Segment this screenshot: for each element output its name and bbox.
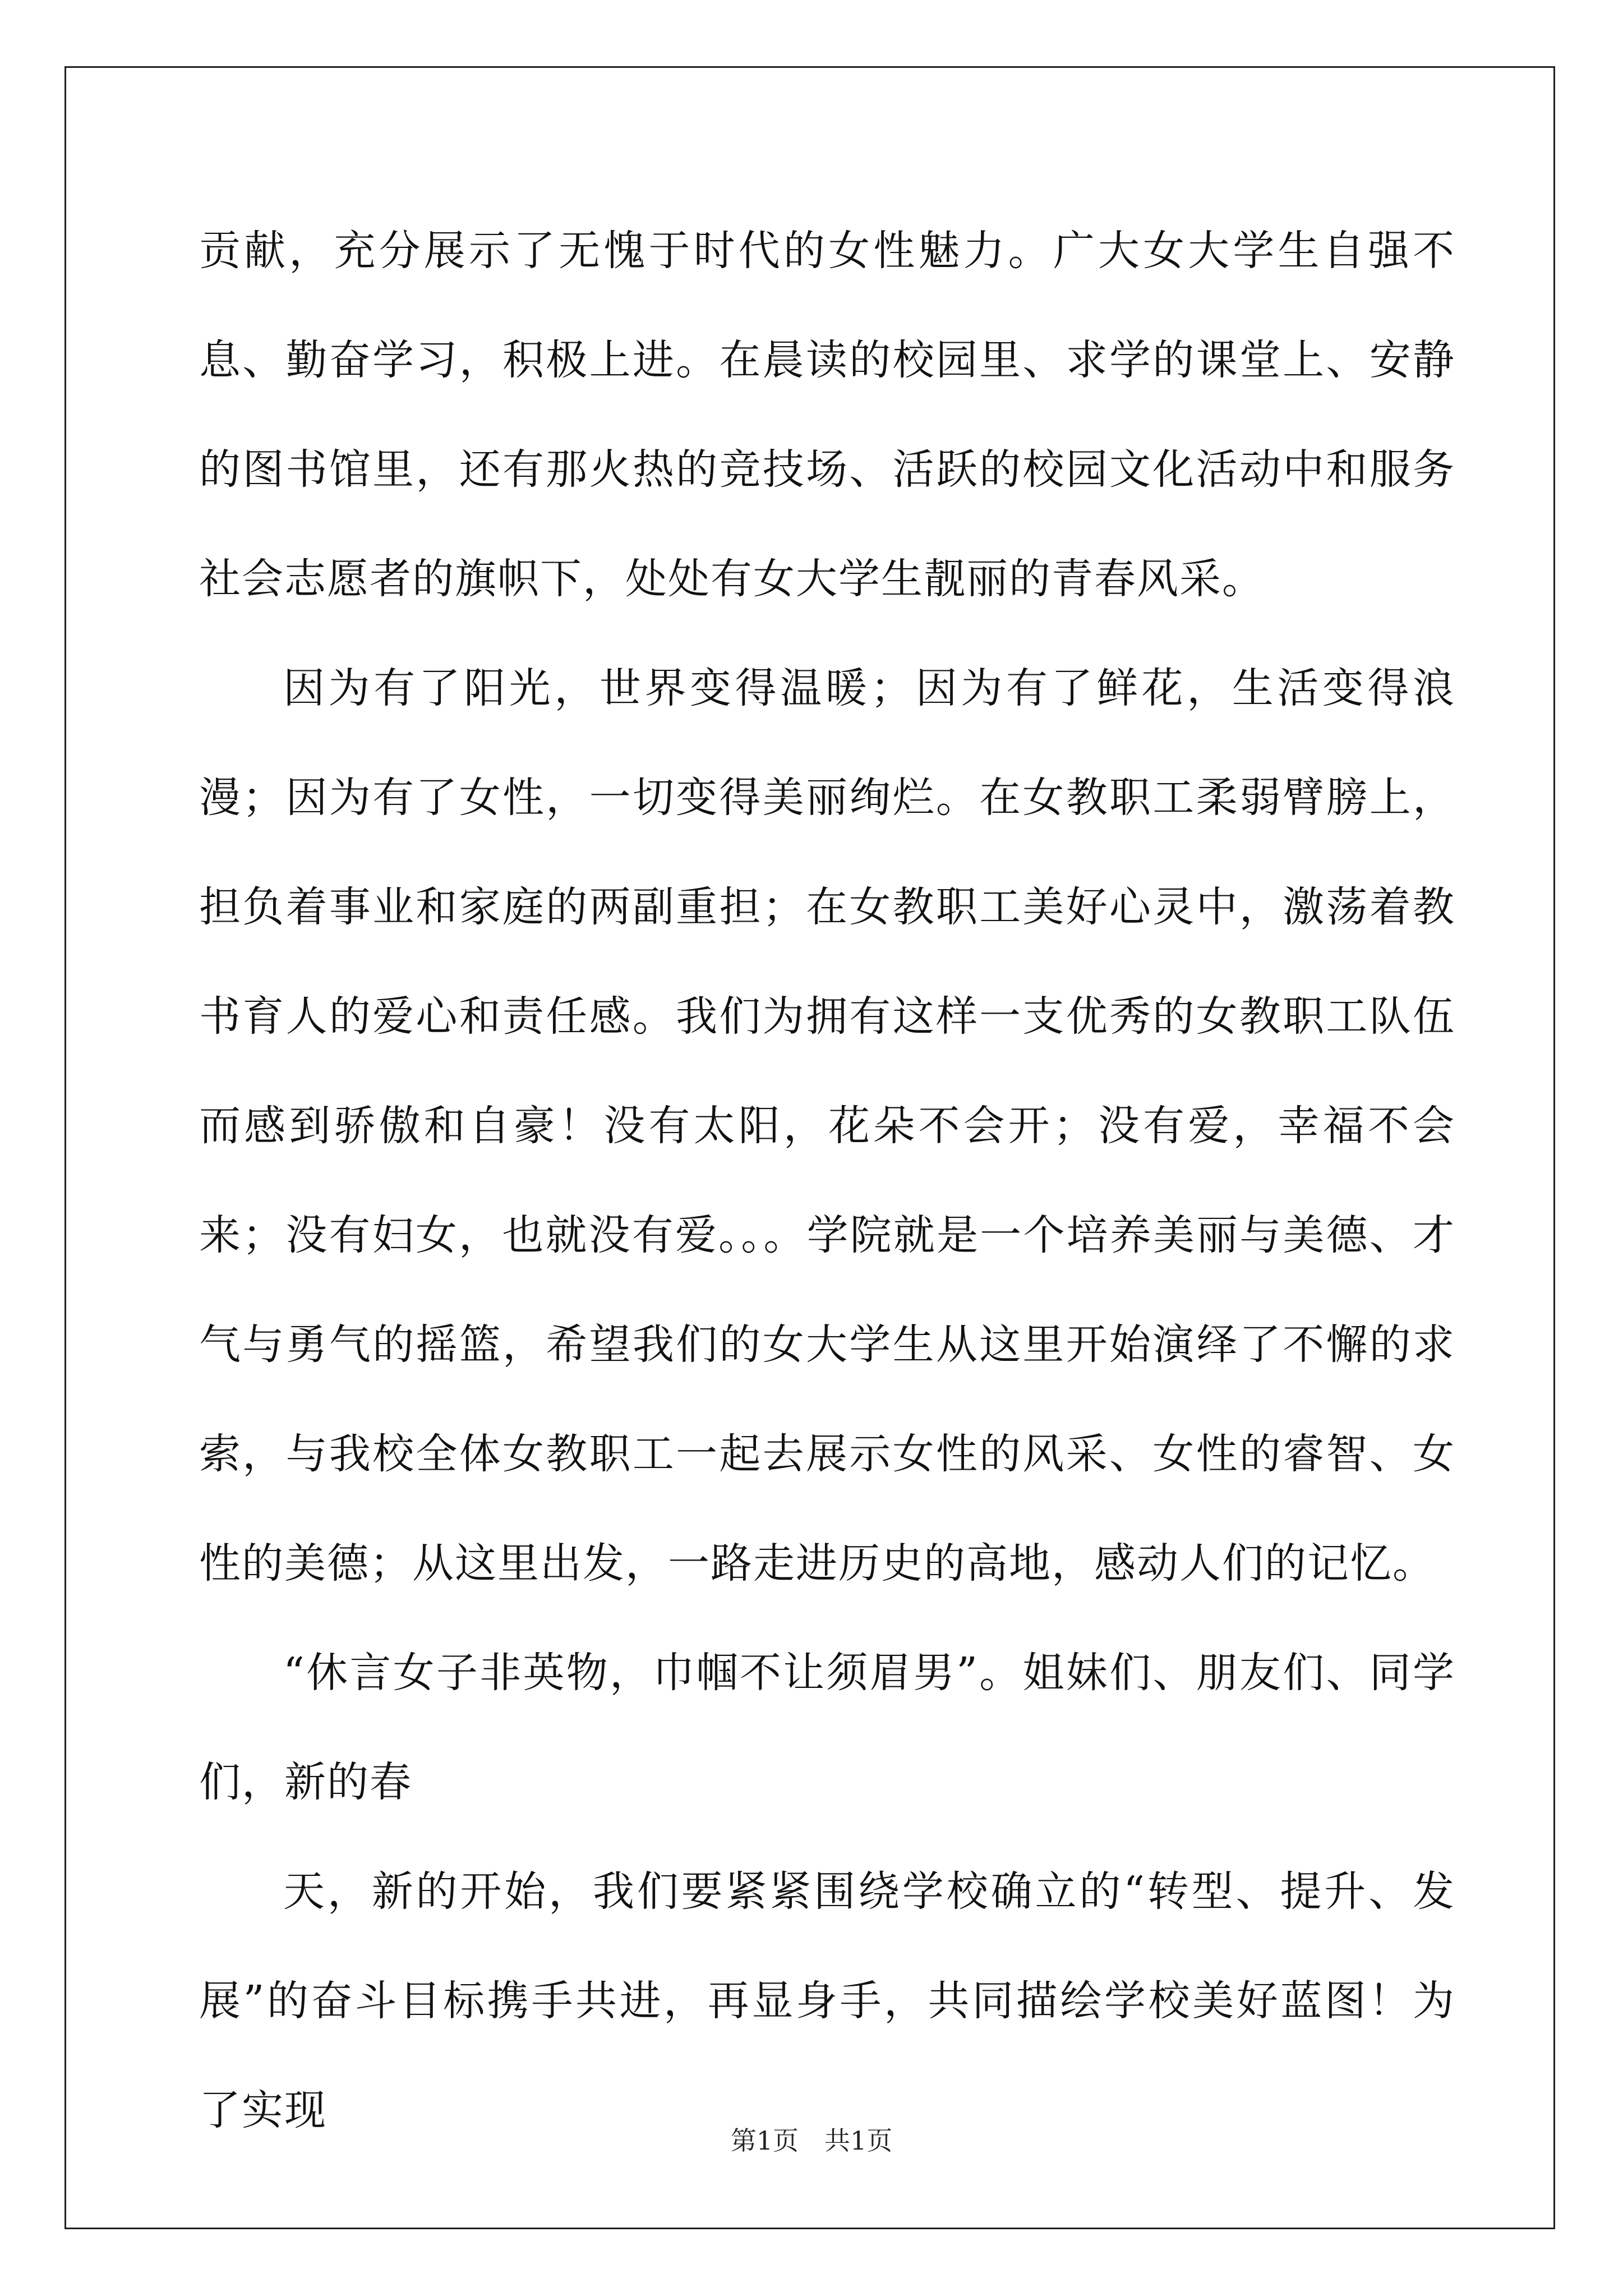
paragraph-4: 天，新的开始，我们要紧紧围绕学校确立的“转型、提升、发展”的奋斗目标携手共进，再显身手，共同描绘学校美好蓝图！为了实现	[199, 1867, 1455, 2134]
paragraph-2: 因为有了阳光，世界变得温暖；因为有了鲜花，生活变得浪漫；因为有了女性，一切变得美丽绚烂。在女教职工柔弱臂膀上，担负着事业和家庭的两副重担；在女教职工美好心灵中，激荡着教书育人的爱心和责任感。我们为拥有这样一支优秀的女教职工队伍而感到骄傲和自豪！没有太阳，花朵不会开；没有爱，幸福不会来；没有妇女，也就没有爱。。。学院就是一个培养美丽与美德、才气与勇气的摇篮，希望我们的女大学生从这里开始演绎了不懈的求索，与我校全体女教职工一起去展示女性的风采、女性的睿智、女性的美德；从这里出发，一路走进历史的高地，感动人们的记忆。	[199, 664, 1455, 1588]
paragraph-3: “休言女子非英物，巾帼不让须眉男”。姐妹们、朋友们、同学们，新的春	[199, 1649, 1455, 1806]
document-body	[199, 196, 1455, 2165]
paragraph-1: 贡献，充分展示了无愧于时代的女性魅力。广大女大学生自强不息、勤奋学习，积极上进。在晨读的校园里、求学的课堂上、安静的图书馆里，还有那火热的竞技场、活跃的校园文化活动中和服务社会志愿者的旗帜下，处处有女大学生靓丽的青春风采。	[199, 227, 1455, 603]
page-number-footer: 第1页 共1页	[730, 2125, 893, 2156]
